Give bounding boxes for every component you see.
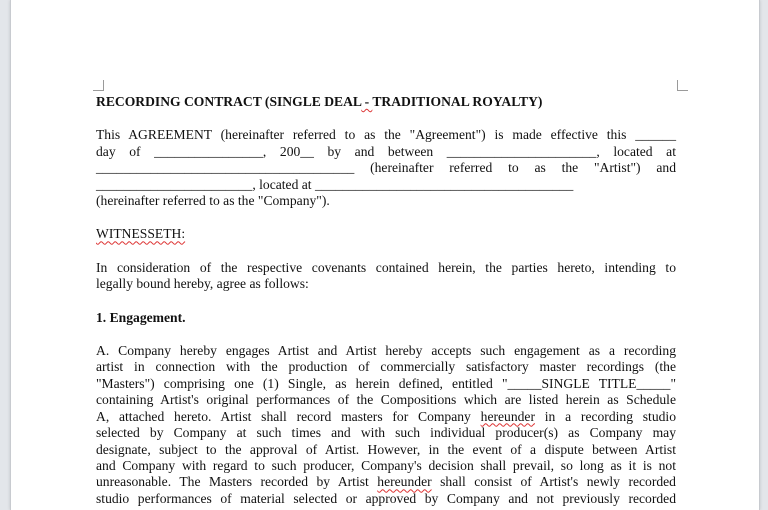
intro-paragraph: This AGREEMENT (hereinafter referred to as the "Agreement") is made effective this ______ day of ________________, 200__ by and between ______________________, located at ______________________________________ (hereinafter referred to as the "Artist") and _______________________, located at ______________________________________ (hereinafter referred to as the "Company"). xyxy=(96,127,676,209)
consideration-paragraph: In consideration of the respective covenants contained herein, the parties hereto, intending to legally bound hereby, agree as follows: xyxy=(96,259,676,292)
section-1-heading: 1. Engagement. xyxy=(96,309,186,325)
margin-corner-top-left xyxy=(93,80,104,91)
document-page xyxy=(10,0,760,510)
witnesseth-heading: WITNESSETH: xyxy=(96,226,186,242)
document-body[interactable] xyxy=(96,94,676,507)
margin-corner-top-right xyxy=(677,80,688,91)
document-title: RECORDING CONTRACT (SINGLE DEAL - TRADITIONAL ROYALTY) xyxy=(96,94,543,109)
section-1-paragraph: A. Company hereby engages Artist and Artist hereby accepts such engagement as a recording artist in connection with the production of commercially satisfactory master recordings (the "Masters") comprising one (1) Single, as herein defined, entitled "_____SINGLE TITLE_____" containing Artist's original performances of the Compositions which are listed herein as Schedule A, attached hereto. Artist shall record masters for Company hereunder in a recording studio selected by Company at such times and with such individual producer(s) as Company may designate, subject to the approval of Artist. However, in the event of a dispute between Artist and Company with regard to such producer, Company's decision shall prevail, so long as it is not unreasonable. The Masters recorded by Artist hereunder shall consist of Artist's newly recorded studio performances of material selected or approved by Company and not previously recorded xyxy=(96,343,677,506)
